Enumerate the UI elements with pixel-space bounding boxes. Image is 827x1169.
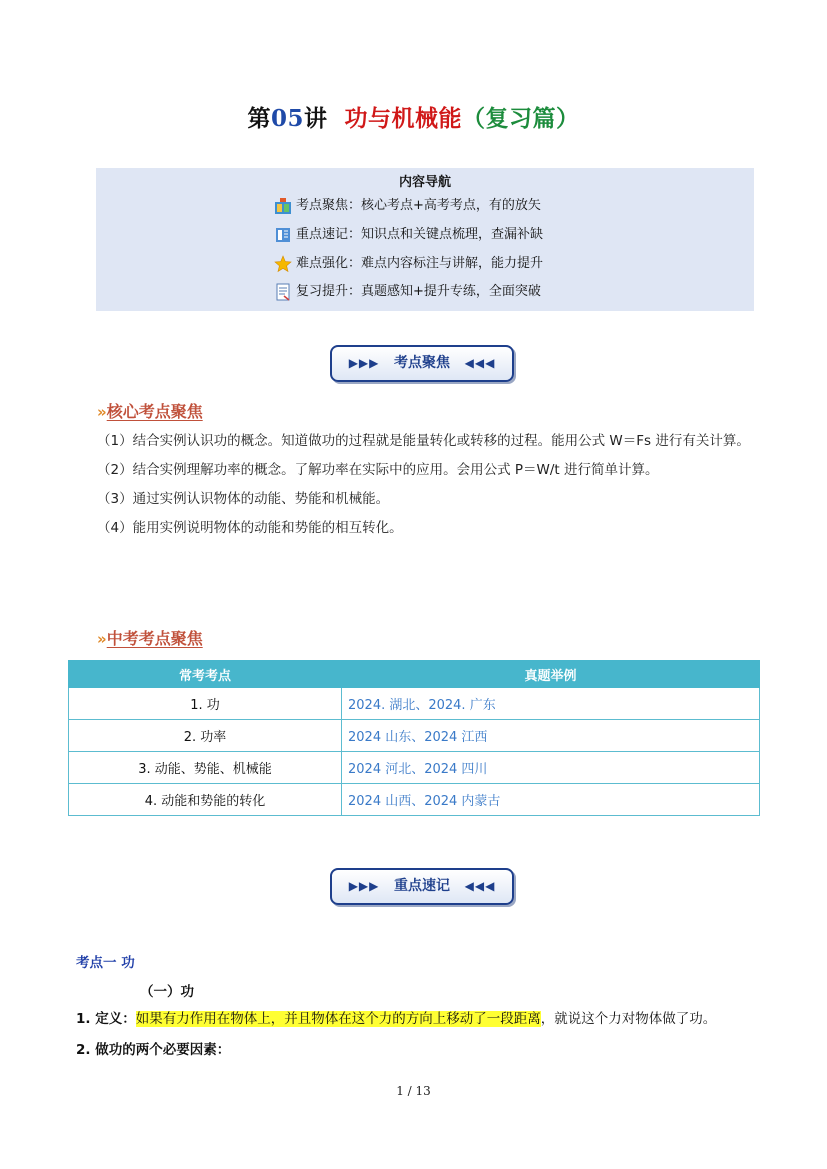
table-cell-topic: 1. 功 bbox=[69, 688, 342, 720]
table-cell-example: 2024 河北、2024 四川 bbox=[342, 752, 760, 784]
double-chevron-icon: » bbox=[97, 630, 107, 648]
nav-item-label: 难点强化：难点内容标注与讲解，能力提升 bbox=[296, 256, 544, 271]
section-heading-core bbox=[97, 399, 203, 422]
map-icon bbox=[274, 197, 292, 215]
table-cell-example: 2024. 湖北、2024. 广东 bbox=[342, 688, 760, 720]
table-row bbox=[69, 752, 760, 784]
definition-rest: ，就说这个力对物体做了功。 bbox=[540, 1011, 717, 1027]
definition-label: 1. 定义： bbox=[76, 1011, 136, 1027]
list-item: （2）结合实例理解功率的概念。了解功率在实际中的应用。会用公式 P＝W/t 进行简单计算。 bbox=[97, 462, 659, 478]
section-heading-exam bbox=[97, 626, 203, 649]
document-icon bbox=[274, 283, 292, 301]
exam-table bbox=[68, 660, 760, 816]
page-number: 1 / 13 bbox=[396, 1084, 431, 1098]
section-heading-text: 中考考点聚焦 bbox=[106, 629, 203, 648]
section-heading-text: 核心考点聚焦 bbox=[106, 402, 203, 421]
nav-item-label: 重点速记：知识点和关键点梳理，查漏补缺 bbox=[296, 227, 544, 242]
table-cell-topic: 2. 功率 bbox=[69, 720, 342, 752]
topic-heading: 考点一 功 bbox=[76, 955, 135, 971]
star-icon bbox=[274, 255, 292, 273]
nav-item-notes[interactable] bbox=[274, 225, 543, 245]
title-suffix: （复习篇） bbox=[462, 105, 580, 132]
factors-heading: 2. 做功的两个必要因素： bbox=[76, 1042, 231, 1058]
lecture-number: 05 bbox=[270, 105, 304, 132]
title-main: 功与机械能 bbox=[344, 105, 463, 132]
banner-label: 重点速记 bbox=[394, 878, 450, 894]
table-cell-example: 2024 山西、2024 内蒙古 bbox=[342, 784, 760, 816]
table-cell-topic: 3. 动能、势能、机械能 bbox=[69, 752, 342, 784]
core-list bbox=[97, 428, 757, 542]
navigation-heading: 内容导航 bbox=[398, 175, 451, 190]
column-header: 常考考点 bbox=[69, 661, 342, 688]
nav-item-focus[interactable] bbox=[274, 196, 541, 216]
column-header: 真题举例 bbox=[342, 661, 760, 688]
list-item: （4）能用实例说明物体的动能和势能的相互转化。 bbox=[97, 520, 403, 536]
table-header-row bbox=[69, 661, 760, 688]
table-row bbox=[69, 784, 760, 816]
list-item: （1）结合实例认识功的概念。知道做功的过程就是能量转化或转移的过程。能用公式 W＝Fs 进行有关计算。 bbox=[97, 433, 750, 449]
nav-item-review[interactable] bbox=[274, 282, 541, 302]
highlighted-text: 如果有力作用在物体上，并且物体在这个力的方向上移动了一段距离 bbox=[135, 1011, 541, 1027]
left-arrows-icon: ◀◀◀ bbox=[464, 879, 496, 893]
list-item: （3）通过实例认识物体的动能、势能和机械能。 bbox=[97, 491, 390, 507]
content-navigation bbox=[96, 168, 754, 311]
title-prefix: 第 bbox=[247, 105, 271, 132]
table-row bbox=[69, 688, 760, 720]
definition-paragraph bbox=[76, 1009, 816, 1029]
table-cell-topic: 4. 动能和势能的转化 bbox=[69, 784, 342, 816]
left-arrows-icon: ◀◀◀ bbox=[464, 356, 496, 370]
double-chevron-icon: » bbox=[97, 403, 107, 421]
title-mid: 讲 bbox=[304, 105, 328, 132]
nav-item-label: 复习提升：真题感知+提升专练，全面突破 bbox=[296, 284, 541, 299]
book-icon bbox=[274, 226, 292, 244]
right-arrows-icon: ▶▶▶ bbox=[348, 356, 380, 370]
banner-notes bbox=[330, 868, 514, 905]
nav-item-label: 考点聚焦：核心考点+高考考点，有的放矢 bbox=[296, 198, 541, 213]
nav-item-difficulty[interactable] bbox=[274, 254, 543, 274]
subtopic-heading: （一）功 bbox=[140, 984, 194, 1000]
table-cell-example: 2024 山东、2024 江西 bbox=[342, 720, 760, 752]
banner-label: 考点聚焦 bbox=[394, 355, 450, 371]
table-row bbox=[69, 720, 760, 752]
right-arrows-icon: ▶▶▶ bbox=[348, 879, 380, 893]
page-title bbox=[0, 100, 827, 133]
banner-focus bbox=[330, 345, 514, 382]
